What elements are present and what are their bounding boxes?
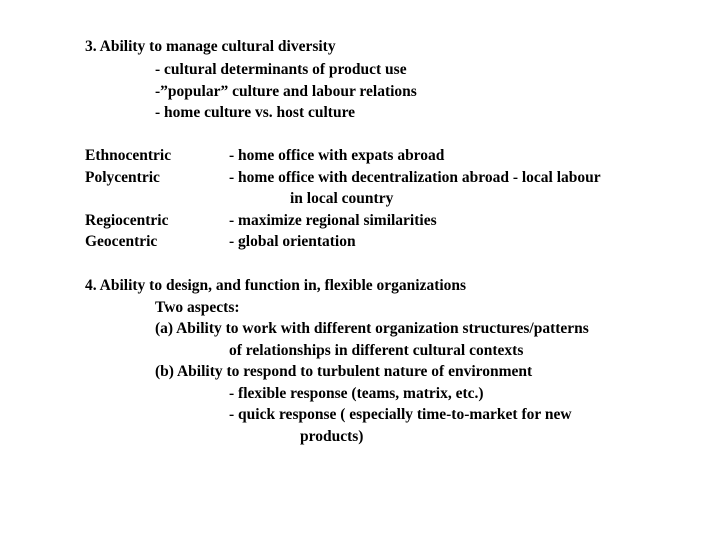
aspect-b-bullet: - quick response ( especially time-to-market for new bbox=[229, 406, 572, 423]
orientation-term-regiocentric: Regiocentric bbox=[85, 212, 169, 229]
orientation-term-polycentric: Polycentric bbox=[85, 169, 160, 186]
aspect-a-line: (a) Ability to work with different organization structures/patterns bbox=[155, 320, 589, 337]
section-3-bullet: - cultural determinants of product use bbox=[155, 61, 407, 78]
aspect-b-bullet-continuation: products) bbox=[300, 428, 364, 445]
orientation-description: - home office with decentralization abroad - local labour bbox=[229, 169, 601, 186]
orientation-description-continuation: in local country bbox=[290, 190, 394, 207]
aspect-b-bullet: - flexible response (teams, matrix, etc.) bbox=[229, 385, 484, 402]
orientation-term-geocentric: Geocentric bbox=[85, 233, 158, 250]
orientation-description: - global orientation bbox=[229, 233, 356, 250]
section-4-intro: Two aspects: bbox=[155, 299, 240, 316]
section-4-heading: 4. Ability to design, and function in, flexible organizations bbox=[85, 277, 467, 294]
section-3-heading: 3. Ability to manage cultural diversity bbox=[85, 38, 336, 55]
aspect-a-line: of relationships in different cultural contexts bbox=[229, 342, 524, 359]
section-3-bullet: -”popular” culture and labour relations bbox=[155, 83, 417, 100]
orientation-description: - home office with expats abroad bbox=[229, 147, 445, 164]
aspect-b-line: (b) Ability to respond to turbulent nature of environment bbox=[155, 363, 533, 380]
section-3-bullet: - home culture vs. host culture bbox=[155, 104, 356, 121]
orientation-description: - maximize regional similarities bbox=[229, 212, 437, 229]
orientation-term-ethnocentric: Ethnocentric bbox=[85, 147, 172, 164]
